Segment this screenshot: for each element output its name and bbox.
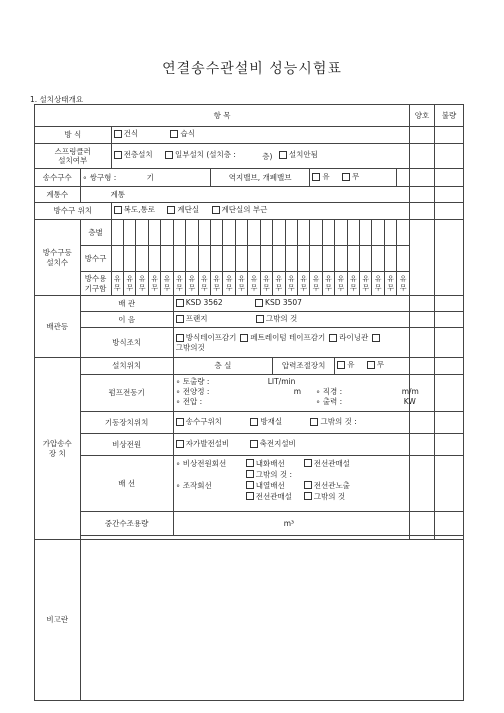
checkbox-icon <box>250 440 258 448</box>
checkbox-icon <box>165 151 173 159</box>
wiring-good-cell[interactable] <box>410 456 435 512</box>
tool-label: 방수용 기구함 <box>80 272 111 296</box>
yes-no-cell[interactable]: 유 무 <box>297 272 309 296</box>
floor-cell[interactable] <box>223 220 235 246</box>
outlet-cell[interactable] <box>248 246 260 272</box>
checkbox-icon <box>255 299 263 307</box>
checkbox-icon <box>114 206 122 214</box>
stages-bad-cell[interactable] <box>434 187 463 203</box>
outlet-type-row <box>35 169 464 187</box>
yes-no-cell[interactable]: 유 무 <box>210 272 222 296</box>
outlet-cell[interactable] <box>124 246 136 272</box>
pump-motor-bad-cell[interactable] <box>434 375 463 412</box>
checkbox-icon <box>372 334 380 342</box>
method-row <box>35 127 464 144</box>
sprinkler-bad-cell[interactable] <box>434 144 463 169</box>
anticorr-row <box>35 328 464 358</box>
floor-label: 층별 <box>80 220 111 246</box>
floor-cell[interactable] <box>210 220 222 246</box>
floor-cell[interactable] <box>273 220 285 246</box>
floor-cell[interactable] <box>347 220 359 246</box>
option-conduit-buried[interactable]: 전선관매설 <box>304 459 350 468</box>
output-unit: KW <box>403 397 416 406</box>
method-good-cell[interactable] <box>410 127 435 144</box>
checkbox-icon <box>176 315 184 323</box>
wiring-label: 배 선 <box>80 456 173 512</box>
joint-label: 이 음 <box>80 312 173 328</box>
option-conduit-exposed[interactable]: 전선관노출 <box>304 481 350 490</box>
anticorr-bad-cell[interactable] <box>434 328 463 358</box>
start-device-row <box>35 412 464 434</box>
pump-group-label: 가압송수 장 치 <box>35 358 81 540</box>
outlet-cell[interactable] <box>161 246 173 272</box>
option-at-outlet[interactable]: 송수구위치 <box>176 417 222 426</box>
yes-no-cell[interactable]: 유 무 <box>248 272 260 296</box>
floor-cell[interactable] <box>360 220 372 246</box>
outlet-cell[interactable] <box>310 246 322 272</box>
tank-row <box>35 512 464 536</box>
option-ksd3507[interactable]: KSD 3507 <box>255 298 302 307</box>
pump-location-row <box>35 358 464 375</box>
anticorr-options <box>173 328 409 358</box>
checkbox-icon <box>312 173 320 181</box>
head-unit: m <box>293 387 302 396</box>
performance-test-form <box>34 104 464 701</box>
outlet-type-label: 송수구수 <box>35 169 81 187</box>
checkbox-icon <box>250 418 258 426</box>
discharge-good-cell[interactable] <box>410 220 435 296</box>
option-fireproof[interactable]: 내화배선 <box>246 459 285 468</box>
checkbox-icon <box>167 206 175 214</box>
yes-no-cell[interactable]: 유 무 <box>310 272 322 296</box>
emergency-power-bad-cell[interactable] <box>434 434 463 456</box>
emergency-power-options <box>173 434 409 456</box>
floor-cell[interactable] <box>285 220 297 246</box>
stages-label: 계통수 <box>35 187 81 203</box>
outlet-cell[interactable] <box>235 246 247 272</box>
yes-no-cell[interactable]: 유 무 <box>384 272 396 296</box>
pressure-device-label: 압력조절장치 <box>273 358 335 375</box>
outlet-cell[interactable] <box>322 246 334 272</box>
outlet-pos-row <box>35 203 464 220</box>
outlet-pos-good-cell[interactable] <box>410 203 435 220</box>
pump-location-good-cell[interactable] <box>410 358 435 375</box>
floor-cell[interactable] <box>136 220 148 246</box>
checkbox-icon <box>246 492 254 500</box>
floor-cell[interactable] <box>260 220 272 246</box>
option-dry[interactable]: 건식 <box>114 129 139 138</box>
yes-no-cell[interactable]: 유 무 <box>173 272 185 296</box>
outlet-cell[interactable] <box>148 246 160 272</box>
outlet-cell[interactable] <box>273 246 285 272</box>
floor-cell[interactable] <box>186 220 198 246</box>
outlet-cell[interactable] <box>223 246 235 272</box>
control-circuit-label: ∘ 조작회선 <box>175 480 212 490</box>
checkbox-icon <box>256 315 264 323</box>
pipe-good-cell[interactable] <box>410 296 435 312</box>
outlet-cell[interactable] <box>384 246 396 272</box>
checkbox-icon <box>240 334 248 342</box>
floor-cell[interactable] <box>372 220 384 246</box>
option-joint-other[interactable]: 그밖의 것 <box>256 314 297 323</box>
checkbox-icon <box>246 459 254 467</box>
piping-group-label: 배관등 <box>35 296 81 358</box>
option-no[interactable]: 무 <box>342 172 359 181</box>
checkbox-icon <box>279 151 287 159</box>
pipe-options <box>173 296 409 312</box>
start-device-options <box>173 412 409 434</box>
floor-cell[interactable] <box>310 220 322 246</box>
option-start-other[interactable]: 그밖의 것 : <box>310 417 356 426</box>
sprinkler-row <box>35 144 464 169</box>
method-label: 방 식 <box>35 127 112 144</box>
floor-cell[interactable] <box>198 220 210 246</box>
emergency-circuit-label: ∘ 비상전원회선 <box>175 458 227 468</box>
voltage-label: ∘ 전압 : <box>175 397 203 406</box>
discharge-outlet-row <box>35 246 464 272</box>
yes-no-cell[interactable]: 유 무 <box>148 272 160 296</box>
twin-type-cell: ∘ 쌍구형 : 기 <box>80 169 210 187</box>
checkbox-icon <box>176 334 184 342</box>
joint-bad-cell[interactable] <box>434 312 463 328</box>
outlet-pos-label: 방수구 위치 <box>35 203 112 220</box>
outlet-cell[interactable] <box>186 246 198 272</box>
pump-motor-row <box>35 375 464 412</box>
discharge-tool-row <box>35 272 464 296</box>
checkbox-icon <box>114 130 122 138</box>
head-label: ∘ 전양정 : <box>175 387 210 396</box>
yes-no-cell[interactable]: 유 무 <box>136 272 148 296</box>
option-w2-other[interactable]: 그밖의 것 <box>304 492 345 501</box>
pipe-label: 배 관 <box>80 296 173 312</box>
option-not-installed[interactable]: 설치안됨 <box>279 150 318 159</box>
sprinkler-options <box>111 144 409 169</box>
outlet-cell[interactable] <box>360 246 372 272</box>
floor-cell[interactable] <box>235 220 247 246</box>
output-label: ∘ 출력 : <box>315 397 343 406</box>
yes-no-cell[interactable]: 유 무 <box>223 272 235 296</box>
diameter-label: ∘ 직경 : <box>315 387 343 396</box>
floor-cell[interactable] <box>161 220 173 246</box>
checkbox-icon <box>310 418 318 426</box>
valves-yes-no <box>310 169 397 187</box>
yes-no-cell[interactable]: 유 무 <box>397 272 410 296</box>
diameter-unit: m/m <box>401 387 419 396</box>
outlet-cell[interactable] <box>173 246 185 272</box>
outlet-cell[interactable] <box>198 246 210 272</box>
anticorr-good-cell[interactable] <box>410 328 435 358</box>
tank-bad-cell[interactable] <box>434 512 463 536</box>
floor-cell[interactable] <box>248 220 260 246</box>
outlet-cell[interactable] <box>210 246 222 272</box>
floor-cell[interactable] <box>111 220 123 246</box>
yes-no-cell[interactable]: 유 무 <box>347 272 359 296</box>
floor-cell[interactable] <box>173 220 185 246</box>
yes-no-cell[interactable]: 유 무 <box>186 272 198 296</box>
pump-motor-label: 펌프전동기 <box>80 375 173 412</box>
checkbox-icon <box>337 361 345 369</box>
outlet-cell[interactable] <box>347 246 359 272</box>
checkbox-icon <box>176 418 184 426</box>
pump-location-label: 설치위치 <box>80 358 173 375</box>
emergency-power-good-cell[interactable] <box>410 434 435 456</box>
option-w1-other[interactable]: 그밖의 것 : <box>246 470 292 479</box>
outlet-type-extra <box>397 169 410 187</box>
stages-row <box>35 187 464 203</box>
page-title: 연결송수관설비 성능시험표 <box>162 61 342 77</box>
stages-good-cell[interactable] <box>410 187 435 203</box>
discharge-bad-cell[interactable] <box>434 220 463 296</box>
joint-good-cell[interactable] <box>410 312 435 328</box>
sprinkler-good-cell[interactable] <box>410 144 435 169</box>
remarks-area[interactable] <box>80 540 463 701</box>
pipe-row <box>35 296 464 312</box>
yes-no-cell[interactable]: 유 무 <box>198 272 210 296</box>
option-battery[interactable]: 축전지설비 <box>250 439 296 448</box>
yes-no-cell[interactable]: 유 무 <box>235 272 247 296</box>
remarks-label: 비고란 <box>35 540 81 701</box>
yes-no-cell[interactable]: 유 무 <box>335 272 347 296</box>
yes-no-cell[interactable]: 유 무 <box>260 272 272 296</box>
option-anticorr-other-box[interactable] <box>372 334 382 342</box>
emergency-power-row <box>35 434 464 456</box>
checkbox-icon <box>304 481 312 489</box>
outlet-cell[interactable] <box>285 246 297 272</box>
yes-no-cell[interactable]: 유 무 <box>273 272 285 296</box>
option-ksd3562[interactable]: KSD 3562 <box>176 298 223 307</box>
tank-label: 중간수조용량 <box>80 512 173 536</box>
discharge-group-label: 방수구등 설치수 <box>35 220 81 296</box>
option-yes[interactable]: 유 <box>312 172 329 181</box>
option-lined[interactable]: 라이닝관 <box>329 333 368 342</box>
option-yes[interactable]: 유 <box>337 360 354 369</box>
outlet-pos-bad-cell[interactable] <box>434 203 463 220</box>
option-partial[interactable]: 일부설치 (설치층 : <box>165 150 236 159</box>
discharge-floor-row <box>35 220 464 246</box>
checkbox-icon <box>329 334 337 342</box>
pressure-yes-no <box>335 358 410 375</box>
option-corridor[interactable]: 복도,통로 <box>114 205 155 214</box>
option-tape[interactable]: 방식테이프감기 <box>176 333 237 342</box>
anticorr-label: 방식조치 <box>80 328 173 358</box>
option-flange[interactable]: 프랜지 <box>176 314 208 323</box>
option-wet[interactable]: 습식 <box>170 129 195 138</box>
outlet-cell[interactable] <box>136 246 148 272</box>
outlet-cell[interactable] <box>260 246 272 272</box>
remarks-row <box>35 540 464 701</box>
checkbox-icon <box>170 130 178 138</box>
floor-cell[interactable] <box>124 220 136 246</box>
option-near-stairwell[interactable]: 계단실의 부근 <box>212 205 268 214</box>
checkbox-icon <box>367 361 375 369</box>
joint-row <box>35 312 464 328</box>
yes-no-cell[interactable]: 유 무 <box>360 272 372 296</box>
option-stairwell[interactable]: 계단실 <box>167 205 199 214</box>
yes-no-cell[interactable]: 유 무 <box>372 272 384 296</box>
option-all-floors[interactable]: 전층설치 <box>114 150 153 159</box>
option-generator[interactable]: 자가발전설비 <box>176 439 229 448</box>
floor-cell[interactable] <box>384 220 396 246</box>
start-device-good-cell[interactable] <box>410 412 435 434</box>
floor-cell[interactable] <box>322 220 334 246</box>
valves-cell: 역지밸브, 개폐밸브 <box>210 169 309 187</box>
pump-motor-specs <box>173 375 419 412</box>
outlet-pos-options <box>111 203 409 220</box>
tank-value: m³ <box>173 512 409 536</box>
checkbox-icon <box>212 206 220 214</box>
option-no[interactable]: 무 <box>367 360 384 369</box>
option-control-room[interactable]: 방재실 <box>250 417 282 426</box>
outlet-label: 방수구 <box>80 246 111 272</box>
partial-floor-close: 층) <box>262 152 273 162</box>
start-device-label: 기동장치위치 <box>80 412 173 434</box>
outlet-type-bad-cell[interactable] <box>434 169 463 187</box>
floor-cell[interactable] <box>148 220 160 246</box>
wiring-bad-cell[interactable] <box>434 456 463 512</box>
joint-options <box>173 312 409 328</box>
checkbox-icon <box>304 459 312 467</box>
floor-cell[interactable] <box>297 220 309 246</box>
method-options <box>111 127 409 144</box>
outlet-cell[interactable] <box>335 246 347 272</box>
outlet-cell[interactable] <box>111 246 123 272</box>
header-good: 양호 <box>410 105 435 127</box>
option-conduit-buried-2[interactable]: 전선관매설 <box>246 492 292 501</box>
yes-no-cell[interactable]: 유 무 <box>285 272 297 296</box>
section-heading: 1. 설치상태개요 <box>30 95 84 104</box>
outlet-cell[interactable] <box>297 246 309 272</box>
method-bad-cell[interactable] <box>434 127 463 144</box>
wiring-row <box>35 456 464 512</box>
yes-no-cell[interactable]: 유 무 <box>322 272 334 296</box>
header-bad: 불량 <box>434 105 463 127</box>
option-heatproof[interactable]: 내열배선 <box>246 481 285 490</box>
sprinkler-label: 스프링클러 설치여부 <box>35 144 112 169</box>
wiring-options <box>173 456 409 512</box>
start-device-bad-cell[interactable] <box>434 412 463 434</box>
checkbox-icon <box>246 481 254 489</box>
pump-location-value: 층 실 <box>173 358 272 375</box>
header-row <box>35 105 464 127</box>
yes-no-cell[interactable]: 유 무 <box>124 272 136 296</box>
outlet-type-good-cell[interactable] <box>410 169 435 187</box>
tank-good-cell[interactable] <box>410 512 435 536</box>
yes-no-cell[interactable]: 유 무 <box>111 272 123 296</box>
checkbox-icon <box>342 173 350 181</box>
flow-label: ∘ 토출량 : <box>175 377 210 386</box>
outlet-cell[interactable] <box>372 246 384 272</box>
flow-unit: LIT/min <box>267 377 296 386</box>
option-petrolatum[interactable]: 페트레이텀 테이프감기 <box>240 333 325 342</box>
floor-cell[interactable] <box>397 220 410 246</box>
floor-cell[interactable] <box>335 220 347 246</box>
checkbox-icon <box>114 151 122 159</box>
option-anticorr-other-label: 그밖의것 <box>175 342 205 352</box>
stages-value: 계통 <box>80 187 410 203</box>
pump-location-bad-cell[interactable] <box>434 358 463 375</box>
checkbox-icon <box>246 470 254 478</box>
checkbox-icon <box>176 299 184 307</box>
checkbox-icon <box>304 492 312 500</box>
emergency-power-label: 비상전원 <box>80 434 173 456</box>
yes-no-cell[interactable]: 유 무 <box>161 272 173 296</box>
outlet-cell[interactable] <box>397 246 410 272</box>
pipe-bad-cell[interactable] <box>434 296 463 312</box>
checkbox-icon <box>176 440 184 448</box>
header-item: 항 목 <box>35 105 410 127</box>
